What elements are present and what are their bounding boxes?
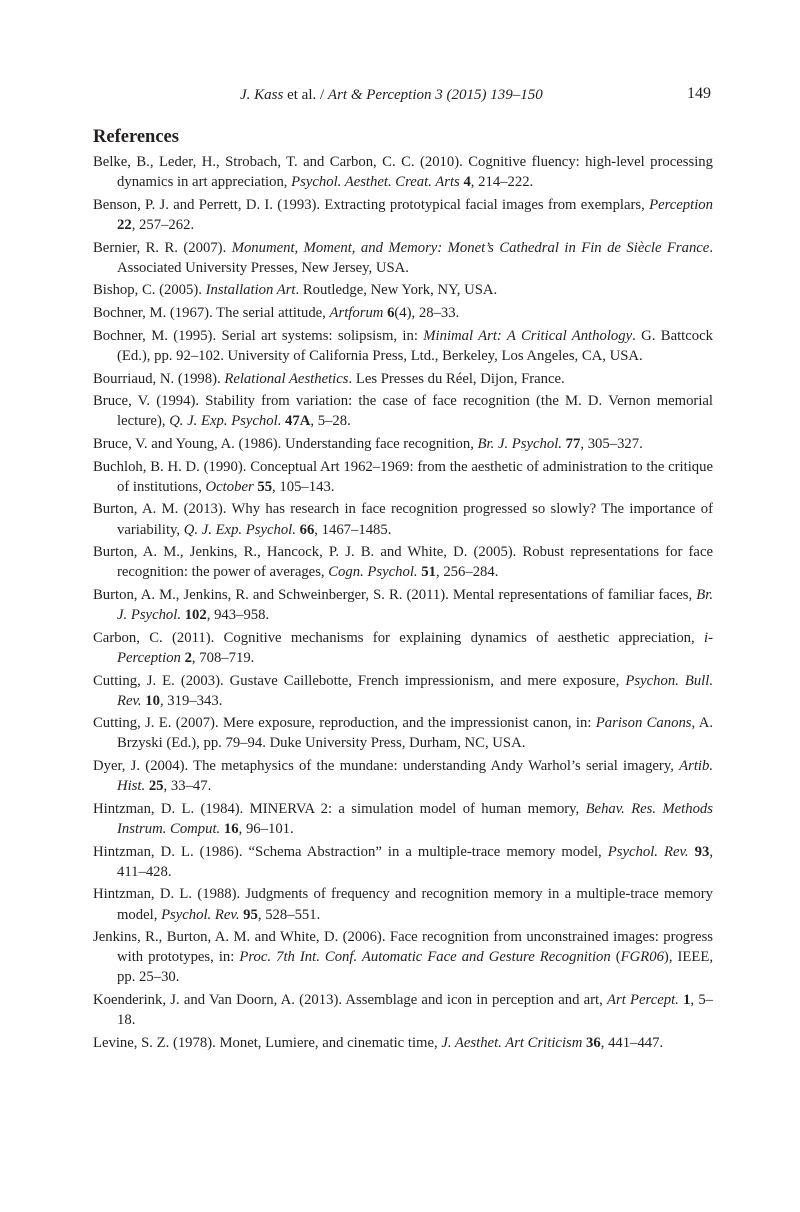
reference-item: Koenderink, J. and Van Doorn, A. (2013). Assemblage and icon in perception and art, Art Percept. 1, 5–18. bbox=[93, 992, 714, 1029]
running-head-et-al: et al. / bbox=[283, 87, 328, 103]
reference-item: Bishop, C. (2005). Installation Art. Routledge, New York, NY, USA. bbox=[93, 282, 498, 299]
page-number: 149 bbox=[687, 85, 711, 102]
reference-item: Bernier, R. R. (2007). Monument, Moment, and Memory: Monet’s Cathedral in Fin de Siècle France. Associated University Presses, New Jersey, USA. bbox=[93, 239, 713, 276]
running-head bbox=[240, 86, 543, 104]
reference-item: Cutting, J. E. (2007). Mere exposure, reproduction, and the impressionist canon, in: Parison Canons, A. Brzyski (Ed.), pp. 79–94. Duke University Press, Durham, NC, USA. bbox=[93, 715, 714, 752]
reference-item: Belke, B., Leder, H., Strobach, T. and Carbon, C. C. (2010). Cognitive fluency: high-level processing dynamics in art appreciation, Psychol. Aesthet. Creat. Arts 4, 214–222. bbox=[93, 154, 713, 191]
reference-list bbox=[93, 152, 713, 1056]
reference-item: Bochner, M. (1967). The serial attitude, Artforum 6(4), 28–33. bbox=[93, 305, 460, 322]
reference-item: Burton, A. M., Jenkins, R., Hancock, P. J. B. and White, D. (2005). Robust representations for face recognition: the power of averages, Cogn. Psychol. 51, 256–284. bbox=[93, 544, 713, 581]
reference-item: Jenkins, R., Burton, A. M. and White, D. (2006). Face recognition from unconstrained images: progress with prototypes, in: Proc. 7th Int. Conf. Automatic Face and Gesture Recognition (FGR06), IEEE, pp. 25–30. bbox=[93, 929, 713, 986]
reference-item: Hintzman, D. L. (1986). “Schema Abstraction” in a multiple-trace memory model, Psychol. Rev. 93, 411–428. bbox=[93, 843, 714, 880]
reference-item: Bourriaud, N. (1998). Relational Aesthetics. Les Presses du Réel, Dijon, France. bbox=[93, 370, 565, 387]
reference-item: Benson, P. J. and Perrett, D. I. (1993). Extracting prototypical facial images from exemplars, Perception 22, 257–262. bbox=[93, 196, 713, 233]
reference-item: Carbon, C. (2011). Cognitive mechanisms for explaining dynamics of aesthetic appreciation, i-Perception 2, 708–719. bbox=[93, 629, 713, 666]
reference-item: Burton, A. M. (2013). Why has research in face recognition progressed so slowly? The importance of variability, Q. J. Exp. Psychol. 66, 1467–1485. bbox=[93, 501, 713, 538]
reference-item: Levine, S. Z. (1978). Monet, Lumiere, and cinematic time, J. Aesthet. Art Criticism 36, 441–447. bbox=[93, 1034, 664, 1051]
reference-item: Bochner, M. (1995). Serial art systems: solipsism, in: Minimal Art: A Critical Anthology. G. Battcock (Ed.), pp. 92–102. University of California Press, Ltd., Berkeley, Los Angeles, CA, USA. bbox=[93, 327, 713, 364]
reference-item: Hintzman, D. L. (1988). Judgments of frequency and recognition memory in a multiple-trace memory model, Psychol. Rev. 95, 528–551. bbox=[93, 886, 713, 923]
reference-item: Bruce, V. (1994). Stability from variation: the case of face recognition (the M. D. Vernon memorial lecture), Q. J. Exp. Psychol. 47A, 5–28. bbox=[93, 393, 713, 430]
reference-item: Burton, A. M., Jenkins, R. and Schweinberger, S. R. (2011). Mental representations of familiar faces, Br. J. Psychol. 102, 943–958. bbox=[93, 587, 713, 624]
references-heading: References bbox=[93, 127, 179, 147]
reference-item: Bruce, V. and Young, A. (1986). Understanding face recognition, Br. J. Psychol. 77, 305–327. bbox=[93, 435, 643, 452]
reference-item: Dyer, J. (2004). The metaphysics of the mundane: understanding Andy Warhol’s serial imagery, Artib. Hist. 25, 33–47. bbox=[93, 758, 713, 795]
running-head-author: J. Kass bbox=[240, 87, 284, 103]
reference-item: Cutting, J. E. (2003). Gustave Caillebotte, French impressionism, and mere exposure, Psychon. Bull. Rev. 10, 319–343. bbox=[93, 672, 713, 709]
running-head-journal: Art & Perception 3 (2015) 139–150 bbox=[327, 87, 543, 103]
reference-item: Hintzman, D. L. (1984). MINERVA 2: a simulation model of human memory, Behav. Res. Methods Instrum. Comput. 16, 96–101. bbox=[93, 800, 713, 837]
reference-item: Buchloh, B. H. D. (1990). Conceptual Art 1962–1969: from the aesthetic of administration to the critique of institutions, October 55, 105–143. bbox=[93, 458, 713, 495]
